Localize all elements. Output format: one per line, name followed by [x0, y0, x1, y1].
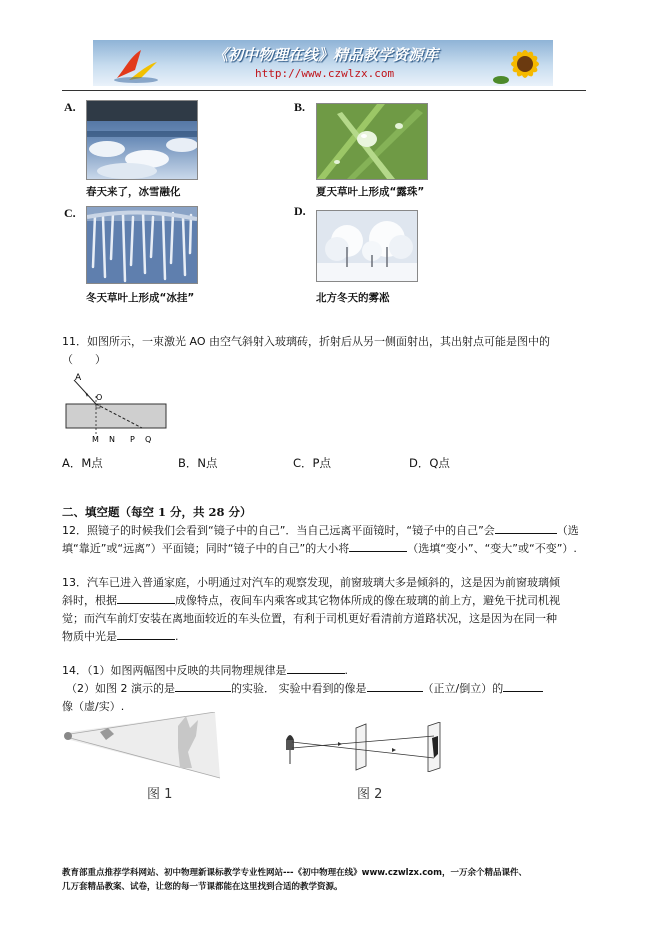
option-c-image — [86, 206, 198, 284]
q13-line3: 觉；而汽车前灯安装在离地面较近的车头位置，有利于司机更好看清前方道路状况，这是因为在同一种 — [62, 612, 557, 625]
header-url: http://www.czwlzx.com — [255, 67, 395, 80]
q13-line1: 13．汽车已进入普通家庭，小明通过对汽车的观察发现，前窗玻璃大多是倾斜的，这是因为前窗玻璃倾 — [62, 576, 560, 589]
q14-figure-2-pinhole — [282, 722, 472, 772]
option-b-letter: B. — [294, 100, 306, 114]
q14-line2 — [66, 679, 543, 699]
q14-line1 — [62, 661, 348, 681]
q14-blank-4[interactable] — [503, 679, 543, 692]
q12-blank-1[interactable] — [495, 521, 557, 534]
option-a-letter: A. — [64, 100, 76, 114]
q11-label-p: P — [130, 435, 135, 444]
q14-figure-2-label: 图 2 — [357, 787, 383, 802]
q11-label-o: O — [96, 393, 103, 402]
option-c-caption: 冬天草叶上形成“冰挂” — [86, 292, 195, 304]
option-c-letter: C. — [64, 206, 76, 220]
q13-line4-text-a: 物质中光是 — [62, 630, 117, 643]
q14-blank-1[interactable] — [287, 661, 345, 674]
option-b-image — [316, 103, 428, 180]
q12-line1-text-a: 12．照镜子的时候我们会看到“镜子中的自己”．当自己远离平面镜时，“镜子中的自己”会 — [62, 524, 495, 537]
q12-line2 — [62, 539, 577, 559]
q14-blank-2[interactable] — [175, 679, 231, 692]
header-banner — [93, 40, 553, 86]
q11-text-line2: （ ） — [62, 353, 106, 366]
q11-choice-a: A．M点 — [62, 456, 103, 470]
footer-line2: 几万套精品教案、试卷，让您的每一节课都能在这里找到合适的教学资源。 — [62, 882, 343, 892]
q13-line2-text-a: 斜时，根据 — [62, 594, 117, 607]
site-logo-icon — [111, 46, 161, 84]
q14-figure-1-shadow — [60, 712, 230, 780]
header-title: 《初中物理在线》精品教学资源库 — [213, 46, 439, 64]
q13-line4 — [62, 627, 179, 647]
q11-choice-b: B．N点 — [178, 456, 218, 470]
q12-line1 — [62, 521, 579, 541]
header-rule — [62, 90, 586, 91]
q13-blank-2[interactable] — [117, 627, 175, 640]
q11-label-a: A — [75, 373, 82, 383]
option-b-caption: 夏天草叶上形成“露珠” — [316, 186, 425, 198]
q14-line1-text-a: 14．（1）如图两幅图中反映的共同物理规律是 — [62, 664, 287, 677]
option-d-caption: 北方冬天的雾凇 — [316, 292, 390, 304]
q11-label-n: N — [109, 435, 115, 444]
q13-line2 — [62, 591, 560, 611]
q13-line2-text-b: 成像特点，夜间车内乘客或其它物体所成的像在玻璃的前上方，避免干扰司机视 — [175, 594, 560, 607]
q11-refraction-figure — [60, 370, 170, 448]
q14-line1-text-b: . — [344, 664, 348, 677]
q14-line2-text-b: 的实验． 实验中看到的像是 — [231, 682, 367, 695]
sunflower-icon — [491, 40, 553, 86]
q14-line2-text-c: （正立/倒立）的 — [422, 682, 504, 695]
q13-line4-text-b: . — [175, 630, 179, 643]
q12-line2-text-b: （选填“变小”、“变大”或“不变”）. — [407, 542, 577, 555]
q14-blank-3[interactable] — [367, 679, 423, 692]
q11-label-q: Q — [145, 435, 152, 444]
q13-blank-1[interactable] — [117, 591, 175, 604]
section2-title: 二、填空题（每空 1 分，共 28 分） — [62, 505, 252, 519]
option-a-image — [86, 100, 198, 180]
option-d-image — [316, 210, 418, 282]
q11-text-line1: 11．如图所示，一束激光 AO 由空气斜射入玻璃砖，折射后从另一侧面射出，其出射点可能是图中的 — [62, 335, 550, 348]
q14-line3: 像（虚/实）. — [62, 700, 125, 713]
q12-blank-2[interactable] — [349, 539, 407, 552]
q11-label-m: M — [92, 435, 99, 444]
option-a-caption: 春天来了，冰雪融化 — [86, 186, 181, 198]
q11-choice-d: D．Q点 — [409, 456, 450, 470]
footer-line1: 教育部重点推荐学科网站、初中物理新课标教学专业性网站---《初中物理在线》www.czwlzx.com，一万余个精品课件、 — [62, 868, 527, 878]
q14-line2-text-a: （2）如图 2 演示的是 — [66, 682, 175, 695]
q12-line2-text-a: 填“靠近”或“远离”）平面镜；同时“镜子中的自己”的大小将 — [62, 542, 350, 555]
q14-figure-1-label: 图 1 — [147, 787, 173, 802]
q11-choice-c: C．P点 — [293, 456, 331, 470]
option-d-letter: D. — [294, 204, 306, 218]
q12-line1-text-b: （选 — [556, 524, 579, 537]
